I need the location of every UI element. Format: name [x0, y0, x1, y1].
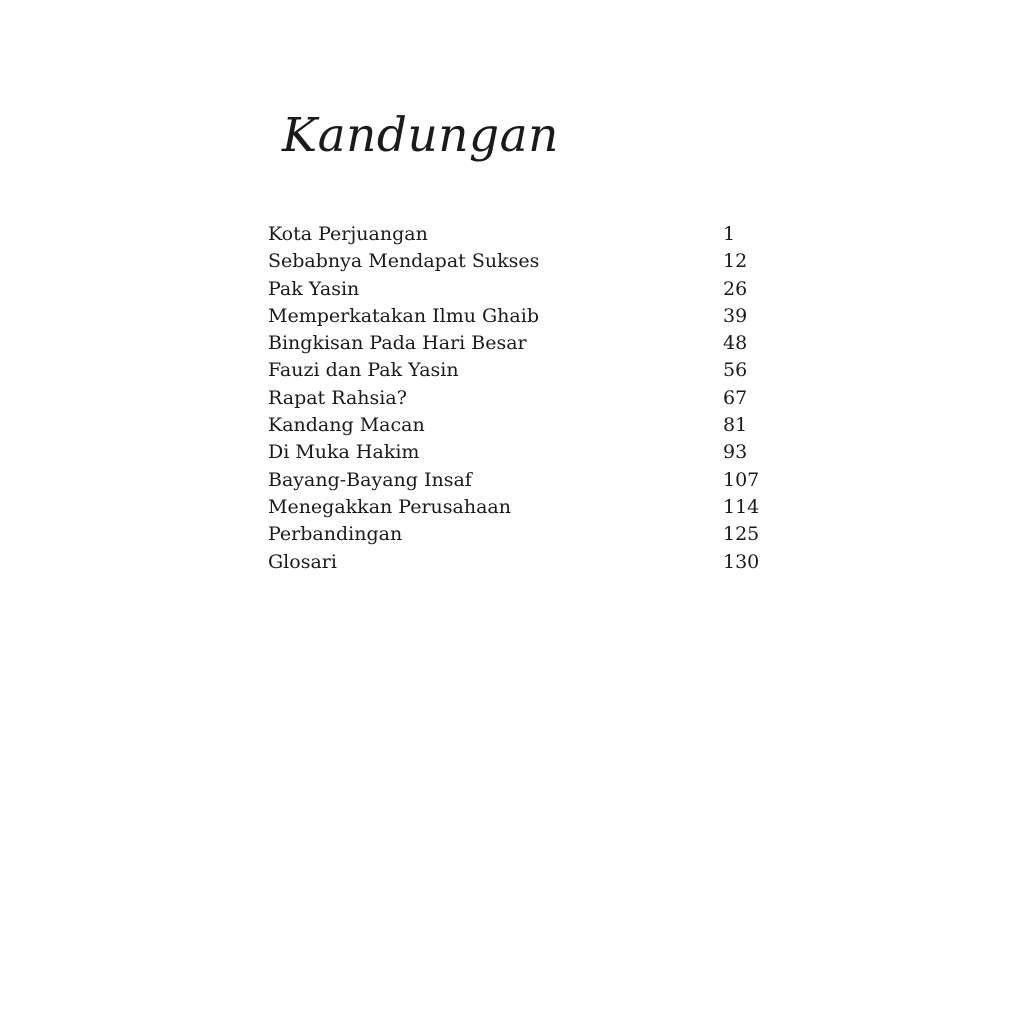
toc-entry-page: 125 — [723, 523, 760, 546]
toc-entry-title: Bingkisan Pada Hari Besar — [268, 332, 527, 355]
toc-entry — [268, 357, 788, 384]
toc-entry-title: Kota Perjuangan — [268, 223, 428, 245]
toc-entry-title: Pak Yasin — [268, 277, 360, 300]
toc-entry-title: Kandang Macan — [268, 414, 425, 437]
toc-entry-page: 114 — [723, 495, 760, 518]
toc-entry-title: Di Muka Hakim — [268, 441, 420, 464]
toc-entry-page: 107 — [723, 468, 760, 491]
toc-entry — [268, 385, 788, 412]
toc-entry-page: 12 — [723, 250, 748, 273]
toc-entry — [268, 439, 788, 466]
toc-entry-title: Glosari — [268, 550, 337, 573]
toc-entry — [268, 303, 788, 330]
toc-entry — [268, 412, 788, 439]
toc-entry — [268, 221, 788, 248]
toc-entry-page: 39 — [723, 304, 748, 327]
toc-entry — [268, 549, 788, 576]
toc-entry-page: 67 — [723, 386, 748, 409]
toc-entry — [268, 521, 788, 548]
toc-entry-title: Fauzi dan Pak Yasin — [268, 359, 459, 382]
toc-entry-page: 56 — [723, 359, 748, 382]
toc-entry — [268, 467, 788, 494]
toc-entry-page: 93 — [723, 441, 748, 464]
toc-entry — [268, 276, 788, 303]
page-title: Kandungan — [282, 108, 559, 163]
toc-entry — [268, 330, 788, 357]
toc-entry-page: 48 — [723, 332, 748, 355]
toc-entry — [268, 494, 788, 521]
toc-entry-page: 81 — [723, 414, 748, 437]
toc-entry-page: 1 — [723, 223, 736, 245]
toc-entry-title: Bayang-Bayang Insaf — [268, 468, 472, 491]
toc-entry-title: Rapat Rahsia? — [268, 386, 407, 409]
toc-entry-title: Sebabnya Mendapat Sukses — [268, 250, 540, 273]
toc-entry-title: Menegakkan Perusahaan — [268, 495, 512, 518]
toc-entry-title: Perbandingan — [268, 523, 403, 546]
toc-entry-title: Memperkatakan Ilmu Ghaib — [268, 304, 539, 327]
toc-entry-page: 130 — [723, 550, 760, 573]
table-of-contents — [268, 221, 788, 576]
toc-entry — [268, 248, 788, 275]
toc-entry-page: 26 — [723, 277, 748, 300]
